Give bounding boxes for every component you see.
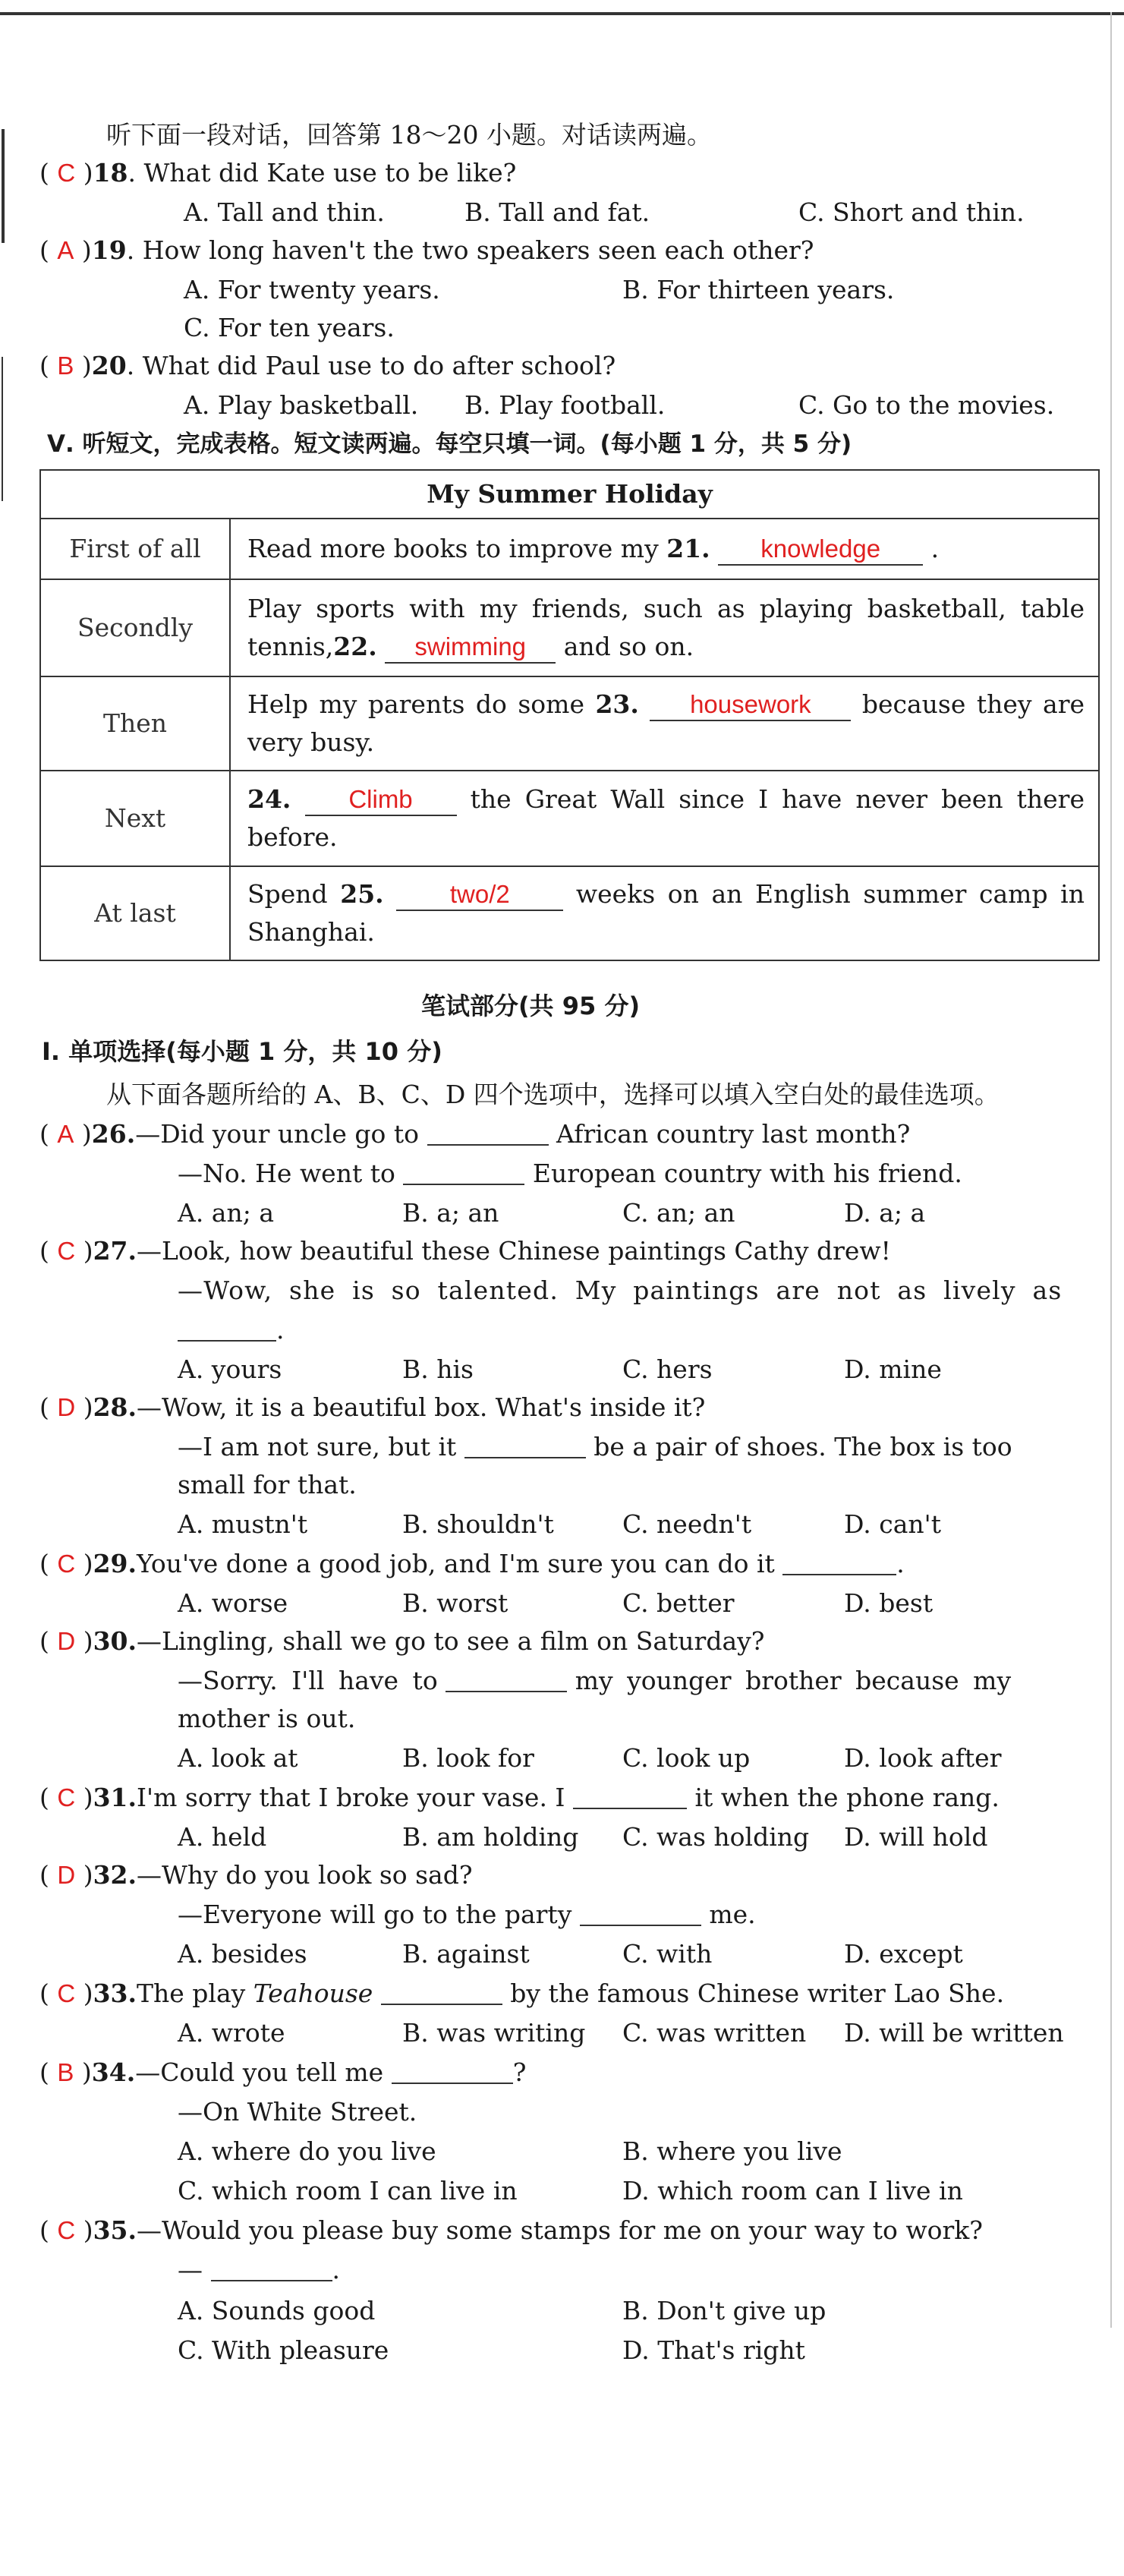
option: A. Tall and thin. (184, 197, 385, 227)
option: C. For ten years. (184, 313, 395, 342)
option: A. worse (178, 1588, 288, 1618)
row-label: Then (40, 676, 230, 771)
question-32-line-2: —Everyone will go to the party me. (178, 1900, 756, 1929)
table-row (40, 866, 1099, 960)
answer-25: two/2 (396, 879, 563, 911)
answer-20: B (57, 352, 74, 380)
option: A. held (178, 1822, 267, 1852)
section-1-header: Ⅰ. 单项选择(每小题 1 分，共 10 分) (42, 1037, 442, 1066)
blank (403, 1162, 524, 1185)
top-rule (0, 12, 1124, 15)
option: A. besides (178, 1939, 307, 1969)
option: B. look for (402, 1743, 534, 1773)
row-label: First of all (40, 519, 230, 579)
written-part-header: 笔试部分(共 95 分) (421, 992, 641, 1020)
table-row (40, 519, 1099, 579)
left-margin-mark (2, 357, 3, 501)
question-34-line-2: —On White Street. (178, 2097, 417, 2127)
question-26: ( A )26.—Did your uncle go to African country last month? (39, 1119, 911, 1149)
option: B. Tall and fat. (464, 197, 650, 227)
table-title: My Summer Holiday (40, 470, 1099, 519)
option: C. was holding (622, 1822, 810, 1852)
option: C. an; an (622, 1198, 735, 1228)
option: B. am holding (402, 1822, 579, 1852)
option: C. Go to the movies. (798, 390, 1055, 420)
option: A. Play basketball. (184, 390, 419, 420)
option: C. better (622, 1588, 735, 1618)
question-31: ( C )31.I'm sorry that I broke your vase. I it when the phone rang. (39, 1783, 1000, 1812)
option: B. Don't give up (622, 2296, 826, 2325)
option: C. was written (622, 2018, 807, 2048)
option: D. will be written (844, 2018, 1064, 2048)
blank (381, 1982, 502, 2005)
row-content: 24. Climb the Great Wall since I have never been there before. (230, 771, 1099, 866)
option: B. where you live (622, 2136, 842, 2166)
option: A. yours (178, 1354, 282, 1384)
option: A. wrote (178, 2018, 285, 2048)
option: A. Sounds good (178, 2296, 376, 2325)
option: A. For twenty years. (184, 275, 440, 304)
option: B. worst (402, 1588, 508, 1618)
blank (392, 2061, 513, 2084)
option: C. which room I can live in (178, 2176, 518, 2206)
row-label: Next (40, 771, 230, 866)
question-27: ( C )27.—Look, how beautiful these Chinese paintings Cathy drew! (39, 1236, 891, 1266)
option: B. his (402, 1354, 474, 1384)
question-19: ( A )19. How long haven't the two speakers seen each other? (39, 235, 814, 265)
blank (573, 1786, 687, 1809)
blank (446, 1670, 567, 1692)
answer-28: D (57, 1393, 76, 1421)
answer-24: Climb (305, 784, 457, 816)
blank (427, 1123, 549, 1146)
option: A. mustn't (178, 1509, 308, 1539)
question-28: ( D )28.—Wow, it is a beautiful box. What's inside it? (39, 1392, 706, 1422)
question-28-line-2: —I am not sure, but it be a pair of shoes. The box is too (178, 1432, 1012, 1461)
question-30-line-2: —Sorry. I'll have to my younger brother because my (178, 1666, 1012, 1695)
option: B. against (402, 1939, 530, 1969)
option: C. hers (622, 1354, 713, 1384)
blank (211, 2259, 332, 2281)
option: D. a; a (844, 1198, 926, 1228)
answer-22: swimming (385, 632, 556, 664)
option: A. where do you live (178, 2136, 436, 2166)
option: A. an; a (178, 1198, 275, 1228)
question-29: ( C )29.You've done a good job, and I'm sure you can do it . (39, 1549, 905, 1578)
blank (782, 1553, 896, 1575)
question-30: ( D )30.—Lingling, shall we go to see a film on Saturday? (39, 1626, 765, 1656)
option: D. will hold (844, 1822, 988, 1852)
option: D. can't (844, 1509, 942, 1539)
option: B. For thirteen years. (622, 275, 895, 304)
option: D. That's right (622, 2335, 805, 2365)
option: B. Play football. (464, 390, 666, 420)
option: D. mine (844, 1354, 942, 1384)
option: D. look after (844, 1743, 1002, 1773)
option: C. Short and thin. (798, 197, 1025, 227)
option: C. with (622, 1939, 713, 1969)
section-1-instruction: 从下面各题所给的 A、B、C、D 四个选项中，选择可以填入空白处的最佳选项。 (106, 1080, 1000, 1109)
answer-35: C (57, 2216, 76, 2244)
answer-32: D (57, 1861, 76, 1889)
option: C. With pleasure (178, 2335, 389, 2365)
question-30-line-3: mother is out. (178, 1704, 356, 1733)
blank (464, 1436, 586, 1458)
answer-18: C (57, 159, 76, 187)
left-margin-mark (2, 129, 5, 243)
question-27-line-3: . (178, 1315, 285, 1345)
option: B. was writing (402, 2018, 586, 2048)
row-label: At last (40, 866, 230, 960)
answer-34: B (57, 2058, 74, 2086)
blank (178, 1319, 276, 1342)
option: C. needn't (622, 1509, 752, 1539)
question-20: ( B )20. What did Paul use to do after school? (39, 351, 616, 380)
answer-27: C (57, 1237, 76, 1265)
option: B. a; an (402, 1198, 499, 1228)
answer-29: C (57, 1550, 76, 1578)
question-28-line-3: small for that. (178, 1470, 357, 1499)
option: B. shouldn't (402, 1509, 554, 1539)
question-35: ( C )35.—Would you please buy some stamps for me on your way to work? (39, 2215, 983, 2245)
question-26-line-2: —No. He went to European country with his friend. (178, 1159, 962, 1188)
question-34: ( B )34.—Could you tell me ? (39, 2057, 527, 2087)
option: A. look at (178, 1743, 298, 1773)
answer-23: housework (650, 689, 851, 721)
answer-26: A (57, 1120, 74, 1148)
answer-31: C (57, 1783, 76, 1811)
question-27-line-2: —Wow, she is so talented. My paintings are not as lively as (178, 1275, 1063, 1305)
table-row (40, 579, 1099, 676)
option: D. best (844, 1588, 934, 1618)
answer-21: knowledge (718, 534, 923, 566)
summer-holiday-table (39, 469, 1100, 961)
option: D. except (844, 1939, 963, 1969)
table-row (40, 676, 1099, 771)
table-row (40, 771, 1099, 866)
right-margin-rule (1110, 12, 1112, 2328)
row-content: Play sports with my friends, such as playing basketball, table tennis,22. swimming and so on. (230, 579, 1099, 676)
question-35-line-2: — . (178, 2255, 340, 2284)
row-label: Secondly (40, 579, 230, 676)
answer-19: A (57, 236, 74, 264)
answer-30: D (57, 1627, 76, 1655)
row-content: Spend 25. two/2 weeks on an English summer camp in Shanghai. (230, 866, 1099, 960)
section-5-header: Ⅴ. 听短文，完成表格。短文读两遍。每空只填一词。(每小题 1 分，共 5 分) (47, 430, 852, 458)
answer-33: C (57, 1979, 76, 2007)
option: D. which room can I live in (622, 2176, 963, 2206)
question-33: ( C )33.The play Teahouse by the famous Chinese writer Lao She. (39, 1979, 1005, 2008)
row-content: Read more books to improve my 21. knowledge . (230, 519, 1099, 579)
option: C. look up (622, 1743, 751, 1773)
question-18: ( C )18. What did Kate use to be like? (39, 158, 517, 188)
blank (580, 1903, 701, 1926)
listening-intro: 听下面一段对话，回答第 18～20 小题。对话读两遍。 (106, 120, 712, 150)
question-32: ( D )32.—Why do you look so sad? (39, 1860, 473, 1890)
row-content: Help my parents do some 23. housework because they are very busy. (230, 676, 1099, 771)
